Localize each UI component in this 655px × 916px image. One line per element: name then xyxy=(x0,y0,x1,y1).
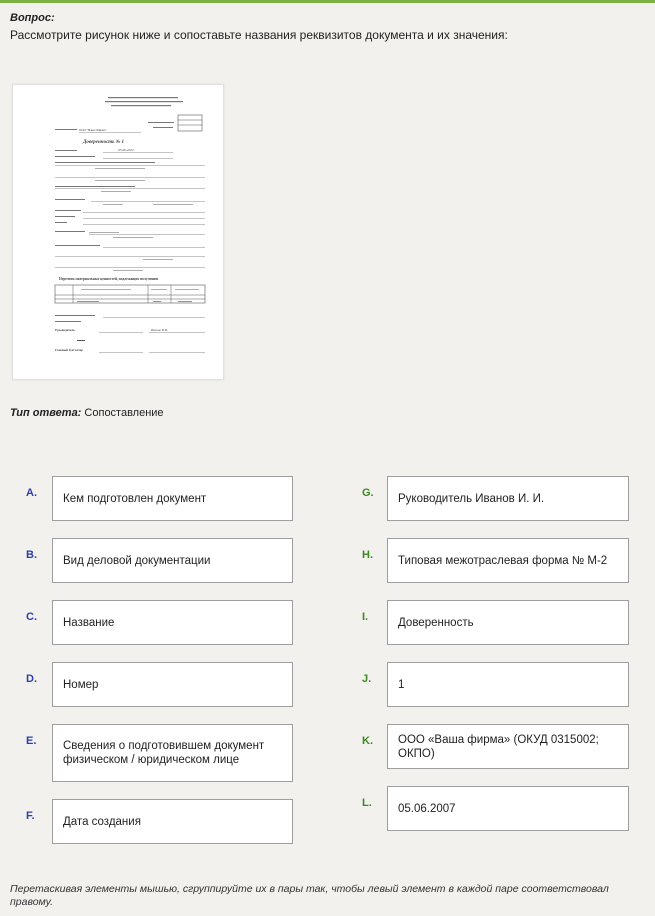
right-item-text: ООО «Ваша фирма» (ОКУД 0315002; ОКПО) xyxy=(398,733,599,760)
question-label: Вопрос: xyxy=(10,12,55,24)
doc-table-header: Перечень материальных ценностей, подлежащих получению xyxy=(59,277,159,281)
right-item-text: Руководитель Иванов И. И. xyxy=(398,492,545,505)
right-item-letter: G. xyxy=(362,487,374,499)
right-item-letter: H. xyxy=(362,549,373,561)
question-text: Рассмотрите рисунок ниже и сопоставьте названия реквизитов документа и их значения: xyxy=(10,28,508,42)
left-item-box[interactable] xyxy=(52,662,293,707)
right-item-box[interactable] xyxy=(387,600,629,645)
left-item-letter: F. xyxy=(26,810,35,822)
right-item-letter: I. xyxy=(362,611,369,623)
left-item-letter: A. xyxy=(26,487,37,499)
document-image xyxy=(12,84,224,380)
left-item-box[interactable] xyxy=(52,600,293,645)
answer-type-label: Тип ответа: xyxy=(10,407,82,419)
top-accent-bar xyxy=(0,0,655,3)
doc-signature-head: Руководитель xyxy=(55,328,75,332)
doc-head-name: Иванов И.И. xyxy=(151,328,168,332)
document-drawing xyxy=(13,85,223,379)
left-item-letter: B. xyxy=(26,549,37,561)
right-item-box[interactable] xyxy=(387,662,629,707)
instruction-hint: Перетаскивая элементы мышью, сгруппируйте их в пары так, чтобы левый элемент в каждой паре соответствовал правому. xyxy=(10,883,609,908)
right-item-text: 1 xyxy=(398,678,405,691)
left-item-letter: E. xyxy=(26,735,37,747)
left-item-letter: D. xyxy=(26,673,37,685)
doc-title: Доверенность № 1 xyxy=(83,140,125,145)
left-item-text: Сведения о подготовившем документ физическом / юридическом лице xyxy=(63,740,265,766)
doc-date: 05.06.2022 xyxy=(118,148,134,152)
right-item-letter: L. xyxy=(362,797,372,809)
right-item-letter: K. xyxy=(362,735,373,747)
left-item-text: Номер xyxy=(63,678,99,691)
left-item-text: Кем подготовлен документ xyxy=(63,492,207,505)
answer-type xyxy=(10,407,164,419)
left-item-box[interactable] xyxy=(52,799,293,844)
right-item-letter: J. xyxy=(362,673,372,685)
right-item-box[interactable] xyxy=(387,724,629,769)
left-item-text: Вид деловой документации xyxy=(63,554,211,567)
right-item-text: Доверенность xyxy=(398,616,474,629)
right-item-box[interactable] xyxy=(387,786,629,831)
left-item-box[interactable] xyxy=(52,538,293,583)
left-item-box[interactable] xyxy=(52,724,293,782)
right-item-box[interactable] xyxy=(387,476,629,521)
answer-type-value: Сопоставление xyxy=(84,407,164,419)
left-item-letter: C. xyxy=(26,611,37,623)
left-item-text: Название xyxy=(63,616,115,629)
doc-org: ООО "Ваша Фирма" xyxy=(79,128,107,132)
right-item-box[interactable] xyxy=(387,538,629,583)
doc-signature-accountant: Главный бухгалтер xyxy=(55,348,83,352)
left-item-text: Дата создания xyxy=(63,815,141,828)
right-item-text: Типовая межотраслевая форма № М-2 xyxy=(398,554,608,567)
right-item-text: 05.06.2007 xyxy=(398,802,456,815)
left-item-box[interactable] xyxy=(52,476,293,521)
